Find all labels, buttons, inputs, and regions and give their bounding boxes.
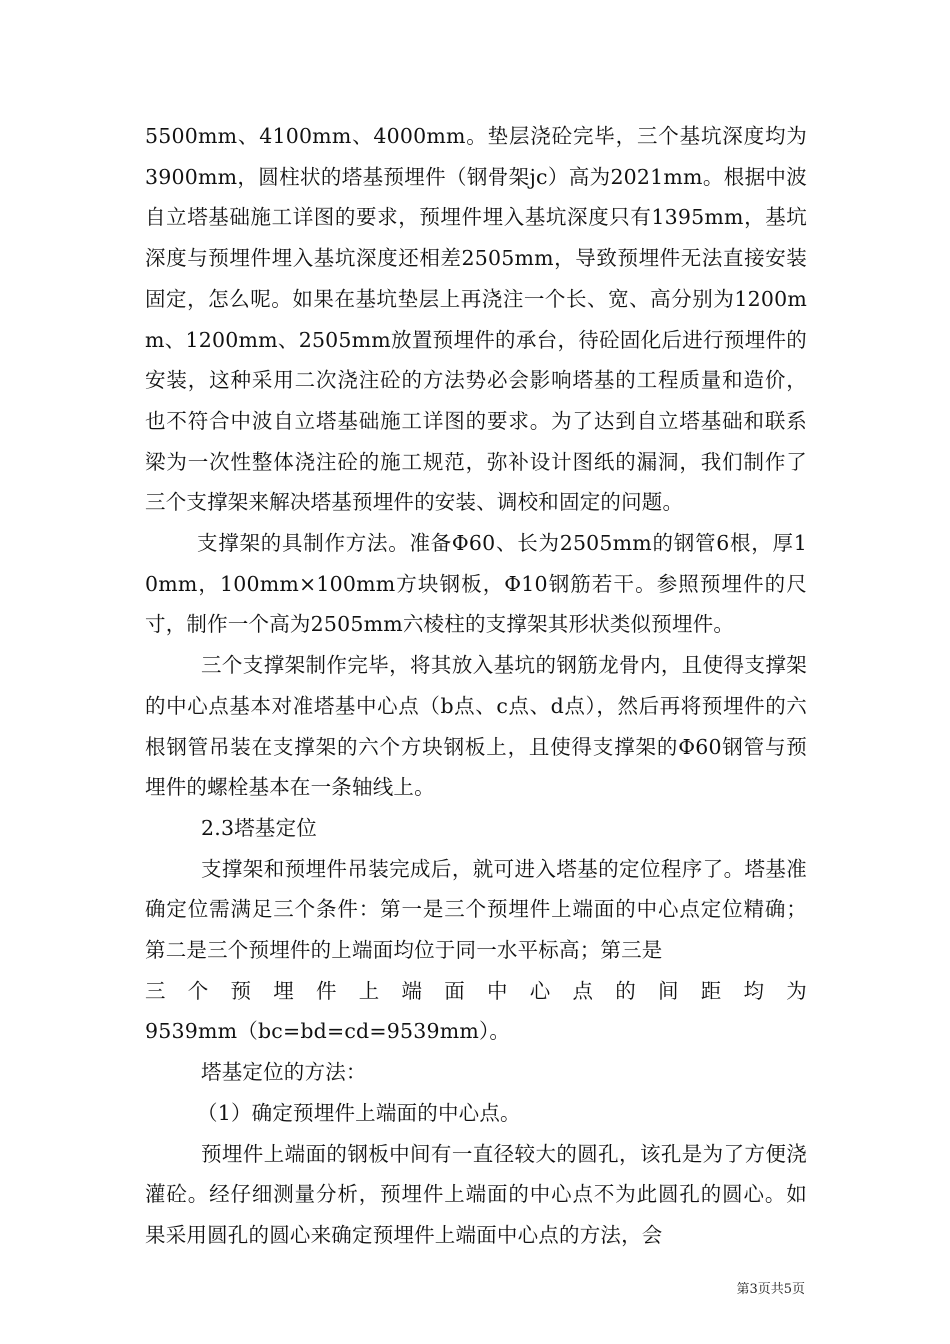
paragraph-positioning-conditions: 支撑架和预埋件吊装完成后，就可进入塔基的定位程序了。塔基准确定位需满足三个条件：第一是三个预埋件上端面的中心点定位精确；第二是三个预埋件的上端面均位于同一水平标高；第三是 — [145, 856, 807, 963]
paragraph-positioning-conditions-spaced-line: 三 个 预 埋 件 上 端 面 中 心 点 的 间 距 均 为 — [145, 978, 807, 1003]
section-heading-tower-positioning: 2.3塔基定位 — [201, 815, 318, 840]
paragraph-support-frame-installation: 三个支撑架制作完毕，将其放入基坑的钢筋龙骨内，且使得支撑架的中心点基本对准塔基中心点（b点、c点、d点），然后再将预埋件的六根钢管吊装在支撑架的六个方块钢板上，且使得支撑架的Φ60钢管与预埋件的螺栓基本在一条轴线上。 — [145, 653, 807, 800]
paragraph-center-point-analysis: 预埋件上端面的钢板中间有一直径较大的圆孔，该孔是为了方便浇灌砼。经仔细测量分析，预埋件上端面的中心点不为此圆孔的圆心。如果采用圆孔的圆心来确定预埋件上端面中心点的方法，会 — [145, 1141, 807, 1247]
page-number-footer: 第3页共5页 — [736, 1282, 805, 1297]
paragraph-step-1-heading: （1）确定预埋件上端面的中心点。 — [197, 1100, 521, 1125]
paragraph-positioning-method-heading: 塔基定位的方法： — [201, 1060, 367, 1085]
body-text — [145, 116, 807, 1256]
paragraph-positioning-distance: 9539mm（bc=bd=cd=9539mm）。 — [145, 1019, 511, 1044]
paragraph-support-frame-method: 支撑架的具制作方法。准备Φ60、长为2505mm的钢管6根，厚10mm，100mm×100mm方块钢板，Φ10钢筋若干。参照预埋件的尺寸，制作一个高为2505mm六棱柱的支撑架其形状类似预埋件。 — [145, 531, 807, 637]
paragraph-continued-foundation-pits: 5500mm、4100mm、4000mm。垫层浇砼完毕，三个基坑深度均为3900mm，圆柱状的塔基预埋件（钢骨架jc）高为2021mm。根据中波自立塔基础施工详图的要求，预埋件埋入基坑深度只有1395mm，基坑深度与预埋件埋入基坑深度还相差2505mm，导致预埋件无法直接安装固定，怎么呢。如果在基坑垫层上再浇注一个长、宽、高分别为1200mm、1200mm、2505mm放置预埋件的承台，待砼固化后进行预埋件的安装，这种采用二次浇注砼的方法势必会影响塔基的工程质量和造价，也不符合中波自立塔基础施工详图的要求。为了达到自立塔基础和联系梁为一次性整体浇注砼的施工规范，弥补设计图纸的漏洞，我们制作了三个支撑架来解决塔基预埋件的安装、调校和固定的问题。 — [145, 124, 807, 515]
